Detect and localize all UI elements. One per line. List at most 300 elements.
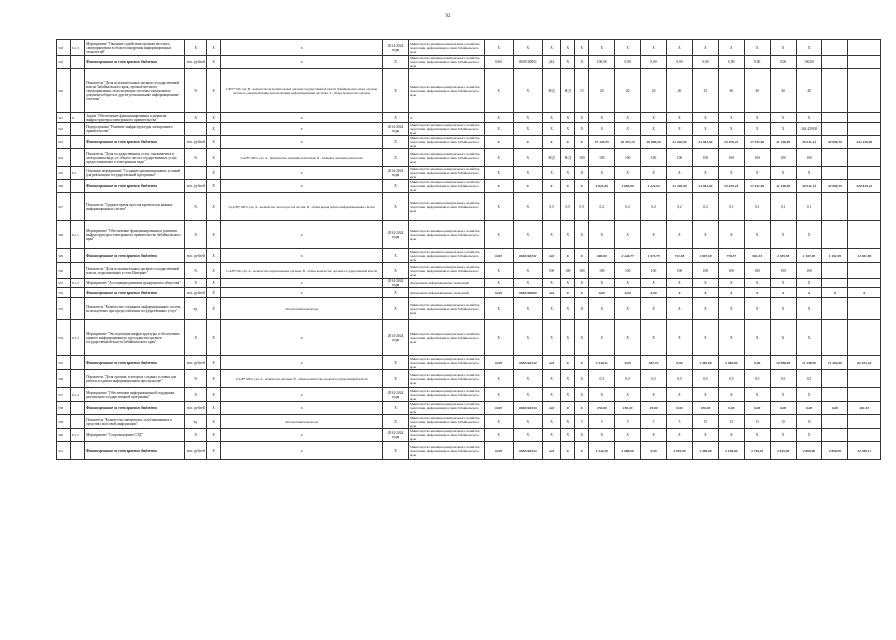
value-cell: 100 (692, 263, 718, 279)
period-cell: 2014-2024 годы (383, 123, 409, 136)
value-cell: X (484, 429, 513, 442)
value-cell: 0,00 (667, 56, 693, 69)
value-cell: X (641, 113, 667, 123)
value-cell: 100 (667, 263, 693, 279)
value-cell: X (561, 288, 575, 298)
empty-cell (822, 388, 848, 402)
row-name-cell: Финансирование за счет краевого бюджета (85, 442, 185, 460)
value-cell: 100,00 (796, 56, 822, 69)
unit-cell: % (185, 193, 207, 221)
table-row (57, 263, 881, 279)
value-cell: X (615, 429, 641, 442)
value-cell: X (615, 123, 641, 136)
value-cell: X (484, 40, 513, 56)
empty-cell (822, 298, 848, 320)
value-cell: 100 (770, 149, 796, 167)
row-name-cell: Показатель "Количество материалов, опубликованных в средствах массовой информации" (85, 415, 185, 429)
value-cell: X (718, 113, 744, 123)
marker-cell: X (207, 149, 221, 167)
empty-cell (848, 429, 881, 442)
value-cell: 0,00 (744, 56, 770, 69)
value-cell: X (484, 415, 513, 429)
value-cell: 100 (641, 149, 667, 167)
value-cell: X (575, 56, 589, 69)
value-cell: 344 429,00 (796, 123, 822, 136)
value-cell: X (575, 180, 589, 193)
value-cell: X (513, 415, 542, 429)
marker-cell: X (207, 123, 221, 136)
value-cell: X (575, 320, 589, 356)
executor-cell: Министерство жилищно-коммунального хозяйства, энергетики, цифровизации и связи Забайкальского края (409, 370, 485, 388)
unit-cell: тыс. рублей (185, 402, 207, 415)
row-number-cell: 325 (57, 167, 71, 180)
value-cell: 100 (561, 263, 575, 279)
value-cell: X (561, 167, 575, 180)
value-cell: X (561, 136, 575, 149)
value-cell: X (513, 263, 542, 279)
row-number-cell: 330 (57, 263, 71, 279)
executor-cell: Министерство жилищно-коммунального хозяйства, энергетики, цифровизации и связи Забайкальского края (409, 40, 485, 56)
value-cell: X (561, 113, 575, 123)
value-cell: 12 361,99 (848, 249, 881, 263)
value-cell: X (718, 388, 744, 402)
value-cell: X (822, 288, 848, 298)
indicator-method-cell: X (221, 279, 383, 288)
period-cell: X (383, 249, 409, 263)
marker-cell: X (207, 180, 221, 193)
table-row (57, 193, 881, 221)
period-cell: 2014-2024 годы (383, 40, 409, 56)
executor-cell: Министерство жилищно-коммунального хозяйства, энергетики, цифровизации и связи Забайкальского края (409, 249, 485, 263)
value-cell: 2 185,58 (770, 249, 796, 263)
period-cell: X (383, 149, 409, 167)
value-cell: X (484, 69, 513, 113)
indicator-method-cell: X (221, 402, 383, 415)
value-cell: 20 880,29 (641, 136, 667, 149)
value-cell: X (513, 180, 542, 193)
table-row (57, 249, 881, 263)
value-cell: 0630160134 (513, 442, 542, 460)
value-cell: X (744, 320, 770, 356)
row-number-cell: 335 (57, 356, 71, 370)
table-row (57, 320, 881, 356)
empty-cell (822, 415, 848, 429)
marker-cell: X (207, 402, 221, 415)
value-cell: 0,2 (641, 193, 667, 221)
value-cell: X (692, 298, 718, 320)
empty-cell (848, 221, 881, 249)
value-cell: X (513, 167, 542, 180)
row-name-cell: Показатель "Доля органов, в которых созданы условия для работы в едином информационном пространстве" (85, 370, 185, 388)
value-cell: 0,5 (718, 370, 744, 388)
value-cell: 100 (575, 149, 589, 167)
empty-cell (822, 221, 848, 249)
value-cell: 0,5 (575, 193, 589, 221)
executor-cell: Министерство жилищно-коммунального хозяйства, энергетики, цифровизации и связи Забайкальского края (409, 167, 485, 180)
value-cell: 4 244,02 (641, 180, 667, 193)
value-cell: 2 001,00 (667, 442, 693, 460)
row-code-cell (71, 298, 85, 320)
value-cell: X (513, 370, 542, 388)
row-number-cell: 328 (57, 221, 71, 249)
row-name-cell: Показатель "Доля исполнительных органов государственной власти Забайкальского края, органов местного самоуправления, использующих системы электронного документооборота и другие региональные информационные системы" (85, 69, 185, 113)
row-code-cell: 8.1 (71, 167, 85, 180)
value-cell: 0,5 (744, 370, 770, 388)
indicator-method-cell: I=(A/B)*100%, где: A - количество часов простоя систем; B - общее время работы информационных систем (221, 193, 383, 221)
marker-cell: X (207, 288, 221, 298)
value-cell: X (667, 388, 693, 402)
value-cell: X (718, 298, 744, 320)
indicator-method-cell: X (221, 221, 383, 249)
marker-cell: X (207, 40, 221, 56)
indicator-method-cell: X (221, 167, 383, 180)
value-cell: 100 (718, 149, 744, 167)
table-row (57, 356, 881, 370)
unit-cell: % (185, 370, 207, 388)
value-cell: X (575, 356, 589, 370)
unit-cell: X (185, 388, 207, 402)
value-cell: X (561, 279, 575, 288)
row-number-cell: 319 (57, 56, 71, 69)
value-cell: X (796, 167, 822, 180)
value-cell: Н/Д (542, 149, 560, 167)
unit-cell: тыс. рублей (185, 249, 207, 263)
row-number-cell: 340 (57, 429, 71, 442)
value-cell: 0410 (484, 356, 513, 370)
value-cell: X (615, 167, 641, 180)
value-cell: 242 (542, 356, 560, 370)
value-cell: 961,33 (744, 249, 770, 263)
empty-cell (822, 320, 848, 356)
row-name-cell: Мероприятие "Сопровождение СЭД" (85, 429, 185, 442)
value-cell: X (513, 221, 542, 249)
value-cell: 0,00 (744, 356, 770, 370)
row-number-cell: 318 (57, 40, 71, 56)
value-cell: 5 (667, 415, 693, 429)
empty-cell (822, 40, 848, 56)
value-cell: 25 (692, 69, 718, 113)
marker-cell: X (207, 56, 221, 69)
table-row (57, 388, 881, 402)
value-cell: X (770, 320, 796, 356)
value-cell: X (542, 180, 560, 193)
value-cell: X (561, 56, 575, 69)
value-cell: 37 449,35 (589, 136, 615, 149)
value-cell: 5 (615, 415, 641, 429)
executor-cell: Министерство жилищно-коммунального хозяйства, энергетики, цифровизации и связи Забайкальского края (409, 136, 485, 149)
executor-cell: Министерство жилищно-коммунального хозяйства, энергетики, цифровизации и связи Забайкальского края (409, 429, 485, 442)
row-code-cell: 6.1.3 (71, 40, 85, 56)
value-cell: X (641, 298, 667, 320)
indicator-method-cell: X (221, 356, 383, 370)
value-cell: 15 (575, 69, 589, 113)
value-cell: 40 080,19 (822, 136, 848, 149)
value-cell: X (484, 388, 513, 402)
marker-cell: X (207, 113, 221, 123)
value-cell: X (718, 288, 744, 298)
program-table-sheet (56, 39, 881, 460)
unit-cell: X (185, 113, 207, 123)
value-cell: 15 (770, 415, 796, 429)
value-cell: 21 226,30 (667, 136, 693, 149)
executor-cell: Министерство жилищно-коммунального хозяйства, энергетики, цифровизации и связи Забайкальского края (409, 415, 485, 429)
value-cell: X (770, 221, 796, 249)
value-cell: X (615, 388, 641, 402)
value-cell: 100,00 (589, 56, 615, 69)
value-cell: X (513, 320, 542, 356)
value-cell: X (589, 123, 615, 136)
table-row (57, 56, 881, 69)
value-cell: X (561, 370, 575, 388)
value-cell: X (513, 298, 542, 320)
marker-cell: X (207, 442, 221, 460)
row-number-cell: 327 (57, 193, 71, 221)
value-cell: Н/Д (561, 69, 575, 113)
period-cell: 2014-2024 годы (383, 320, 409, 356)
row-number-cell: 326 (57, 180, 71, 193)
row-code-cell (71, 180, 85, 193)
row-code-cell (71, 193, 85, 221)
value-cell: 4 685,99 (615, 180, 641, 193)
marker-cell: X (207, 193, 221, 221)
value-cell: X (718, 279, 744, 288)
value-cell: X (641, 429, 667, 442)
row-code-cell (71, 356, 85, 370)
row-name-cell: Финансирование за счет краевого бюджета (85, 56, 185, 69)
value-cell: 0,1 (770, 193, 796, 221)
empty-cell (822, 263, 848, 279)
value-cell: 100 (641, 263, 667, 279)
row-number-cell: 339 (57, 415, 71, 429)
executor-cell: Департамент информационных технологий (409, 279, 485, 288)
unit-cell (185, 123, 207, 136)
empty-cell (822, 429, 848, 442)
value-cell: 11 438,99 (796, 356, 822, 370)
value-cell: 0,00 (692, 56, 718, 69)
period-cell: X (383, 56, 409, 69)
value-cell: X (692, 113, 718, 123)
value-cell: 5 (589, 415, 615, 429)
value-cell: X (641, 320, 667, 356)
empty-cell (822, 370, 848, 388)
value-cell: 0,00 (667, 356, 693, 370)
value-cell: X (796, 279, 822, 288)
table-row (57, 69, 881, 113)
value-cell: X (542, 136, 560, 149)
value-cell: 0410 (484, 402, 513, 415)
table-row (57, 167, 881, 180)
row-code-cell (71, 249, 85, 263)
executor-cell: Министерство жилищно-коммунального хозяйства, энергетики, цифровизации и связи Забайкальского края (409, 263, 485, 279)
value-cell: 19 588,99 (770, 356, 796, 370)
value-cell: 2 615,00 (770, 442, 796, 460)
value-cell: 0,00 (667, 402, 693, 415)
row-code-cell: 8.1.1 (71, 221, 85, 249)
indicator-method-cell: X (221, 113, 383, 123)
value-cell: 15 (744, 415, 770, 429)
executor-cell: Министерство жилищно-коммунального хозяйства, энергетики, цифровизации и связи Забайкальского края (409, 193, 485, 221)
value-cell: 22 780,11 (848, 442, 881, 460)
value-cell: X (641, 221, 667, 249)
value-cell: X (575, 298, 589, 320)
value-cell: X (770, 40, 796, 56)
value-cell: X (692, 320, 718, 356)
indicator-method-cell: X (221, 429, 383, 442)
value-cell: X (770, 298, 796, 320)
value-cell: X (744, 167, 770, 180)
marker-cell: X (207, 263, 221, 279)
value-cell: 62 251,42 (848, 356, 881, 370)
value-cell: 23 970,44 (718, 136, 744, 149)
indicator-method-cell: I=B/T*100, где: B - количество исполнительных органов государственной власти Забайкальского края, органов местного самоуправления, использующих информационные системы; T - общее количество органов (221, 69, 383, 113)
value-cell: X (744, 429, 770, 442)
table-row (57, 415, 881, 429)
row-code-cell: 8.1.4 (71, 388, 85, 402)
value-cell: 0,2 (692, 193, 718, 221)
value-cell: X (484, 136, 513, 149)
value-cell: 567,72 (641, 356, 667, 370)
value-cell: 0,1 (718, 193, 744, 221)
row-number-cell: 331 (57, 279, 71, 288)
row-number-cell: 320 (57, 69, 71, 113)
period-cell: X (383, 193, 409, 221)
indicator-method-cell: X (221, 288, 383, 298)
period-cell: 2014-2024 годы (383, 279, 409, 288)
value-cell: 0,5 (561, 193, 575, 221)
empty-cell (848, 167, 881, 180)
value-cell: X (615, 113, 641, 123)
value-cell: 15 (692, 415, 718, 429)
executor-cell: Министерство жилищно-коммунального хозяйства, энергетики, цифровизации и связи Забайкальского края (409, 69, 485, 113)
value-cell: X (770, 429, 796, 442)
indicator-method-cell: I=A/B*100%, где: A - фактическое значение показателя; B - плановое значение показателя (221, 149, 383, 167)
value-cell: X (513, 113, 542, 123)
unit-cell: тыс. рублей (185, 56, 207, 69)
value-cell: 242 (542, 442, 560, 460)
executor-cell: Министерство жилищно-коммунального хозяйства, энергетики, цифровизации и связи Забайкальского края (409, 221, 485, 249)
row-code-cell (71, 149, 85, 167)
value-cell: 242 (542, 288, 560, 298)
row-code-cell: 8.1.2 (71, 279, 85, 288)
value-cell: X (692, 429, 718, 442)
indicator-method-cell: X (221, 442, 383, 460)
executor-cell: Департамент информационных технологий (409, 288, 485, 298)
value-cell: X (575, 113, 589, 123)
value-cell: X (770, 288, 796, 298)
period-cell: 2014-2024 годы (383, 167, 409, 180)
value-cell: X (692, 40, 718, 56)
table-row (57, 149, 881, 167)
empty-cell (822, 167, 848, 180)
value-cell: 0,00 (615, 56, 641, 69)
value-cell: 0410 (484, 56, 513, 69)
value-cell: 2 800,00 (822, 442, 848, 460)
program-table-body (57, 40, 881, 460)
value-cell: X (542, 167, 560, 180)
empty-cell (822, 113, 848, 123)
row-name-cell: Основное мероприятие "Создание организационных условий для реализации государственной программы" (85, 167, 185, 180)
unit-cell: тыс. рублей (185, 356, 207, 370)
table-row (57, 370, 881, 388)
empty-cell (848, 56, 881, 69)
unit-cell: X (185, 279, 207, 288)
period-cell: X (383, 263, 409, 279)
value-cell: 0,2 (667, 193, 693, 221)
unit-cell: % (185, 69, 207, 113)
value-cell: X (589, 40, 615, 56)
value-cell: 100 (718, 263, 744, 279)
value-cell: 2 158,00 (718, 442, 744, 460)
row-code-cell (71, 402, 85, 415)
table-row (57, 221, 881, 249)
value-cell: 7 249,11 (589, 356, 615, 370)
value-cell: X (718, 123, 744, 136)
period-cell: X (383, 180, 409, 193)
value-cell: X (561, 221, 575, 249)
value-cell: X (770, 279, 796, 288)
empty-cell (848, 149, 881, 167)
value-cell: X (542, 279, 560, 288)
value-cell: 100 (575, 263, 589, 279)
row-code-cell: 8.1.5 (71, 429, 85, 442)
empty-cell (848, 415, 881, 429)
empty-cell (822, 193, 848, 221)
empty-cell (848, 388, 881, 402)
row-code-cell (71, 123, 85, 136)
value-cell: X (513, 279, 542, 288)
row-code-cell (71, 263, 85, 279)
value-cell: X (667, 429, 693, 442)
value-cell: 40 (744, 69, 770, 113)
value-cell: 0630160000 (513, 288, 542, 298)
value-cell: 100 (796, 263, 822, 279)
row-code-cell (71, 442, 85, 460)
value-cell: 0,00 (796, 402, 822, 415)
row-code-cell (71, 56, 85, 69)
row-name-cell: Финансирование за счет краевого бюджета (85, 180, 185, 193)
value-cell: X (770, 113, 796, 123)
value-cell: 0,00 (822, 402, 848, 415)
page-number: 92 (445, 14, 451, 19)
row-name-cell: Показатель "Доля государственных услуг, оказываемых в электронном виде, от общего числа государственных услуг, предоставляемых в электронном виде" (85, 149, 185, 167)
executor-cell: X (409, 113, 485, 123)
unit-cell: X (185, 221, 207, 249)
row-name-cell: Показатель "Количество созданных информационных систем, используемых при предоставлении государственных услуг" (85, 298, 185, 320)
value-cell: X (561, 442, 575, 460)
value-cell: 100 (615, 263, 641, 279)
value-cell: X (744, 221, 770, 249)
value-cell: X (542, 40, 560, 56)
value-cell: 0630160133 (513, 402, 542, 415)
value-cell: X (542, 113, 560, 123)
value-cell: X (513, 123, 542, 136)
value-cell: 0,5 (641, 370, 667, 388)
value-cell: X (575, 370, 589, 388)
executor-cell: Министерство жилищно-коммунального хозяйства, энергетики, цифровизации и связи Забайкальского края (409, 388, 485, 402)
marker-cell: X (207, 320, 221, 356)
value-cell: 0,5 (770, 370, 796, 388)
value-cell: X (513, 69, 542, 113)
value-cell: X (667, 298, 693, 320)
value-cell: 17 011,60 (744, 180, 770, 193)
executor-cell: Министерство жилищно-коммунального хозяйства, энергетики, цифровизации и связи Забайкальского края (409, 356, 485, 370)
value-cell: X (589, 221, 615, 249)
empty-cell (848, 193, 881, 221)
value-cell: X (542, 388, 560, 402)
value-cell: 2 446,77 (615, 249, 641, 263)
value-cell: X (796, 288, 822, 298)
value-cell: 1 167,00 (796, 249, 822, 263)
